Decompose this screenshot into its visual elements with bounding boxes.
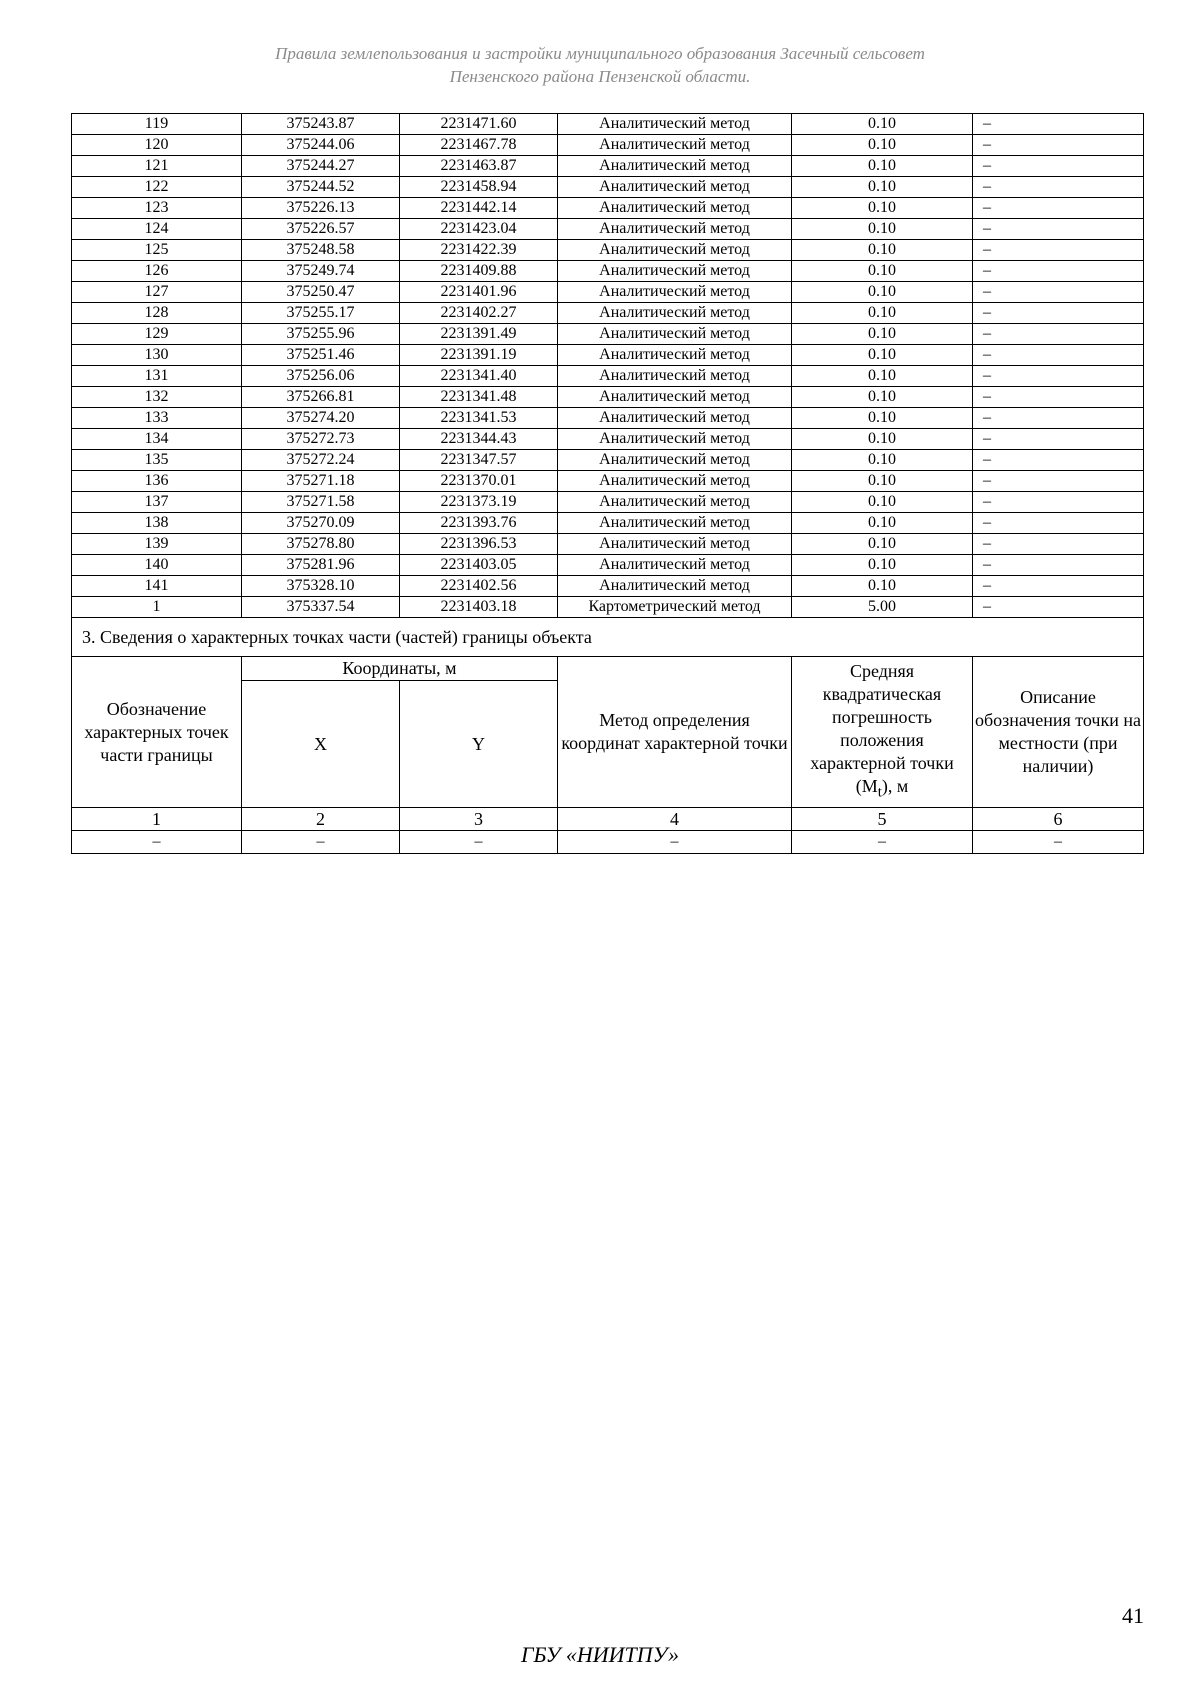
point-number-cell: 126 — [72, 261, 242, 282]
column-number: 3 — [400, 808, 558, 831]
coord-x-cell: 375270.09 — [242, 513, 400, 534]
header-line-2: Пензенского района Пензенской области. — [449, 67, 751, 86]
coord-y-cell: 2231467.78 — [400, 135, 558, 156]
coord-x-cell: 375250.47 — [242, 282, 400, 303]
table-row — [72, 240, 1144, 261]
coord-x-cell: 375255.17 — [242, 303, 400, 324]
note-cell: – — [973, 303, 1144, 324]
coord-x-cell: 375226.13 — [242, 198, 400, 219]
point-number-cell: 1 — [72, 597, 242, 618]
table-row — [72, 492, 1144, 513]
empty-cell: – — [242, 831, 400, 854]
empty-cell: – — [72, 831, 242, 854]
coord-y-cell: 2231396.53 — [400, 534, 558, 555]
table-row — [72, 198, 1144, 219]
error-cell: 0.10 — [792, 387, 973, 408]
col-method-header: Метод определения координат характерной точки — [558, 657, 792, 808]
method-cell: Аналитический метод — [558, 534, 792, 555]
column-numbers-row — [72, 808, 1144, 831]
point-number-cell: 140 — [72, 555, 242, 576]
coord-x-cell: 375255.96 — [242, 324, 400, 345]
note-cell: – — [973, 555, 1144, 576]
point-number-cell: 122 — [72, 177, 242, 198]
coord-y-cell: 2231403.05 — [400, 555, 558, 576]
note-cell: – — [973, 114, 1144, 135]
note-cell: – — [973, 345, 1144, 366]
note-cell: – — [973, 261, 1144, 282]
column-number: 4 — [558, 808, 792, 831]
coord-x-cell: 375328.10 — [242, 576, 400, 597]
coord-x-cell: 375272.73 — [242, 429, 400, 450]
error-cell: 0.10 — [792, 576, 973, 597]
note-cell: – — [973, 282, 1144, 303]
method-cell: Аналитический метод — [558, 282, 792, 303]
coord-x-cell: 375274.20 — [242, 408, 400, 429]
point-number-cell: 129 — [72, 324, 242, 345]
table-row — [72, 177, 1144, 198]
coord-x-cell: 375256.06 — [242, 366, 400, 387]
method-cell: Аналитический метод — [558, 135, 792, 156]
table-row — [72, 534, 1144, 555]
method-cell: Аналитический метод — [558, 156, 792, 177]
running-header — [0, 42, 1200, 88]
note-cell: – — [973, 240, 1144, 261]
note-cell: – — [973, 597, 1144, 618]
coord-y-cell: 2231393.76 — [400, 513, 558, 534]
header-line-1: Правила землепользования и застройки муниципального образования Засечный сельсовет — [275, 44, 925, 63]
table-row — [72, 156, 1144, 177]
point-number-cell: 124 — [72, 219, 242, 240]
error-cell: 0.10 — [792, 135, 973, 156]
coord-y-cell: 2231391.49 — [400, 324, 558, 345]
error-cell: 0.10 — [792, 198, 973, 219]
point-number-cell: 137 — [72, 492, 242, 513]
error-cell: 0.10 — [792, 471, 973, 492]
error-cell: 0.10 — [792, 555, 973, 576]
method-cell: Аналитический метод — [558, 429, 792, 450]
table-row — [72, 135, 1144, 156]
coord-y-cell: 2231341.40 — [400, 366, 558, 387]
note-cell: – — [973, 177, 1144, 198]
table-row — [72, 219, 1144, 240]
error-cell: 0.10 — [792, 240, 973, 261]
note-cell: – — [973, 408, 1144, 429]
coord-y-cell: 2231347.57 — [400, 450, 558, 471]
empty-data-row — [72, 831, 1144, 854]
method-cell: Аналитический метод — [558, 513, 792, 534]
coord-y-cell: 2231409.88 — [400, 261, 558, 282]
error-cell: 0.10 — [792, 345, 973, 366]
method-cell: Аналитический метод — [558, 114, 792, 135]
col-point-designation-header: Обозначение характерных точек части границы — [72, 657, 242, 808]
error-cell: 0.10 — [792, 408, 973, 429]
point-number-cell: 138 — [72, 513, 242, 534]
table-row — [72, 555, 1144, 576]
error-cell: 5.00 — [792, 597, 973, 618]
col-description-header: Описание обозначения точки на местности (при наличии) — [973, 657, 1144, 808]
error-cell: 0.10 — [792, 282, 973, 303]
point-number-cell: 121 — [72, 156, 242, 177]
table-row — [72, 324, 1144, 345]
col-x-header: X — [242, 681, 400, 808]
empty-cell: – — [792, 831, 973, 854]
table-row — [72, 576, 1144, 597]
point-number-cell: 141 — [72, 576, 242, 597]
coord-y-cell: 2231422.39 — [400, 240, 558, 261]
method-cell: Аналитический метод — [558, 219, 792, 240]
coord-y-cell: 2231402.27 — [400, 303, 558, 324]
coord-x-cell: 375248.58 — [242, 240, 400, 261]
coord-x-cell: 375271.58 — [242, 492, 400, 513]
column-number: 5 — [792, 808, 973, 831]
point-number-cell: 133 — [72, 408, 242, 429]
error-cell: 0.10 — [792, 450, 973, 471]
coordinates-table — [71, 113, 1144, 854]
method-cell: Картометрический метод — [558, 597, 792, 618]
coord-y-cell: 2231341.48 — [400, 387, 558, 408]
coord-x-cell: 375244.52 — [242, 177, 400, 198]
method-cell: Аналитический метод — [558, 576, 792, 597]
error-cell: 0.10 — [792, 177, 973, 198]
coord-y-cell: 2231373.19 — [400, 492, 558, 513]
note-cell: – — [973, 198, 1144, 219]
method-cell: Аналитический метод — [558, 240, 792, 261]
coord-x-cell: 375249.74 — [242, 261, 400, 282]
note-cell: – — [973, 450, 1144, 471]
error-cell: 0.10 — [792, 324, 973, 345]
method-cell: Аналитический метод — [558, 345, 792, 366]
coord-x-cell: 375243.87 — [242, 114, 400, 135]
coord-y-cell: 2231401.96 — [400, 282, 558, 303]
coord-y-cell: 2231370.01 — [400, 471, 558, 492]
point-number-cell: 134 — [72, 429, 242, 450]
point-number-cell: 120 — [72, 135, 242, 156]
note-cell: – — [973, 387, 1144, 408]
coord-x-cell: 375244.27 — [242, 156, 400, 177]
point-rows — [72, 114, 1144, 618]
note-cell: – — [973, 534, 1144, 555]
coord-y-cell: 2231471.60 — [400, 114, 558, 135]
error-cell: 0.10 — [792, 219, 973, 240]
coord-y-cell: 2231344.43 — [400, 429, 558, 450]
coord-y-cell: 2231391.19 — [400, 345, 558, 366]
note-cell: – — [973, 135, 1144, 156]
coord-x-cell: 375244.06 — [242, 135, 400, 156]
point-number-cell: 136 — [72, 471, 242, 492]
col-error-header — [792, 657, 973, 808]
point-number-cell: 123 — [72, 198, 242, 219]
point-number-cell: 132 — [72, 387, 242, 408]
coord-y-cell: 2231403.18 — [400, 597, 558, 618]
column-number: 1 — [72, 808, 242, 831]
table-row — [72, 513, 1144, 534]
coord-y-cell: 2231402.56 — [400, 576, 558, 597]
note-cell: – — [973, 471, 1144, 492]
table-row — [72, 429, 1144, 450]
error-cell: 0.10 — [792, 513, 973, 534]
note-cell: – — [973, 429, 1144, 450]
error-cell: 0.10 — [792, 303, 973, 324]
coord-x-cell: 375266.81 — [242, 387, 400, 408]
coord-x-cell: 375337.54 — [242, 597, 400, 618]
page-number: 41 — [1122, 1603, 1144, 1628]
section-3 — [72, 618, 1144, 854]
coord-y-cell: 2231463.87 — [400, 156, 558, 177]
coord-y-cell: 2231423.04 — [400, 219, 558, 240]
method-cell: Аналитический метод — [558, 408, 792, 429]
table-row — [72, 366, 1144, 387]
method-cell: Аналитический метод — [558, 177, 792, 198]
coord-x-cell: 375272.24 — [242, 450, 400, 471]
table-row — [72, 408, 1144, 429]
col-error-header-sub: t — [877, 784, 882, 801]
method-cell: Аналитический метод — [558, 261, 792, 282]
method-cell: Аналитический метод — [558, 303, 792, 324]
coord-y-cell: 2231442.14 — [400, 198, 558, 219]
table-row — [72, 345, 1144, 366]
error-cell: 0.10 — [792, 261, 973, 282]
method-cell: Аналитический метод — [558, 198, 792, 219]
method-cell: Аналитический метод — [558, 366, 792, 387]
note-cell: – — [973, 219, 1144, 240]
method-cell: Аналитический метод — [558, 324, 792, 345]
error-cell: 0.10 — [792, 366, 973, 387]
table-row — [72, 471, 1144, 492]
col-error-header-end: ), м — [881, 775, 909, 796]
table-row — [72, 114, 1144, 135]
point-number-cell: 127 — [72, 282, 242, 303]
error-cell: 0.10 — [792, 492, 973, 513]
note-cell: – — [973, 492, 1144, 513]
point-number-cell: 135 — [72, 450, 242, 471]
point-number-cell: 139 — [72, 534, 242, 555]
table-row — [72, 597, 1144, 618]
coord-y-cell: 2231458.94 — [400, 177, 558, 198]
col-coordinates-header: Координаты, м — [242, 657, 558, 681]
empty-cell: – — [973, 831, 1144, 854]
point-number-cell: 119 — [72, 114, 242, 135]
column-number: 2 — [242, 808, 400, 831]
coord-x-cell: 375281.96 — [242, 555, 400, 576]
note-cell: – — [973, 324, 1144, 345]
coord-x-cell: 375271.18 — [242, 471, 400, 492]
note-cell: – — [973, 156, 1144, 177]
coord-x-cell: 375278.80 — [242, 534, 400, 555]
method-cell: Аналитический метод — [558, 387, 792, 408]
note-cell: – — [973, 576, 1144, 597]
method-cell: Аналитический метод — [558, 450, 792, 471]
table-row — [72, 387, 1144, 408]
table-row — [72, 303, 1144, 324]
coord-y-cell: 2231341.53 — [400, 408, 558, 429]
coord-x-cell: 375226.57 — [242, 219, 400, 240]
note-cell: – — [973, 366, 1144, 387]
error-cell: 0.10 — [792, 534, 973, 555]
method-cell: Аналитический метод — [558, 555, 792, 576]
section-3-title: 3. Сведения о характерных точках части (частей) границы объекта — [72, 618, 1144, 657]
table-row — [72, 450, 1144, 471]
method-cell: Аналитический метод — [558, 471, 792, 492]
col-y-header: Y — [400, 681, 558, 808]
table-row — [72, 282, 1144, 303]
method-cell: Аналитический метод — [558, 492, 792, 513]
error-cell: 0.10 — [792, 429, 973, 450]
point-number-cell: 131 — [72, 366, 242, 387]
point-number-cell: 130 — [72, 345, 242, 366]
point-number-cell: 125 — [72, 240, 242, 261]
coord-x-cell: 375251.46 — [242, 345, 400, 366]
note-cell: – — [973, 513, 1144, 534]
table-row — [72, 261, 1144, 282]
empty-cell: – — [558, 831, 792, 854]
point-number-cell: 128 — [72, 303, 242, 324]
error-cell: 0.10 — [792, 114, 973, 135]
empty-cell: – — [400, 831, 558, 854]
column-number: 6 — [973, 808, 1144, 831]
error-cell: 0.10 — [792, 156, 973, 177]
col-error-header-text: Средняя квадратическая погрешность положения характерной точки (M — [810, 660, 954, 796]
footer-organization: ГБУ «НИИТПУ» — [520, 1642, 680, 1667]
